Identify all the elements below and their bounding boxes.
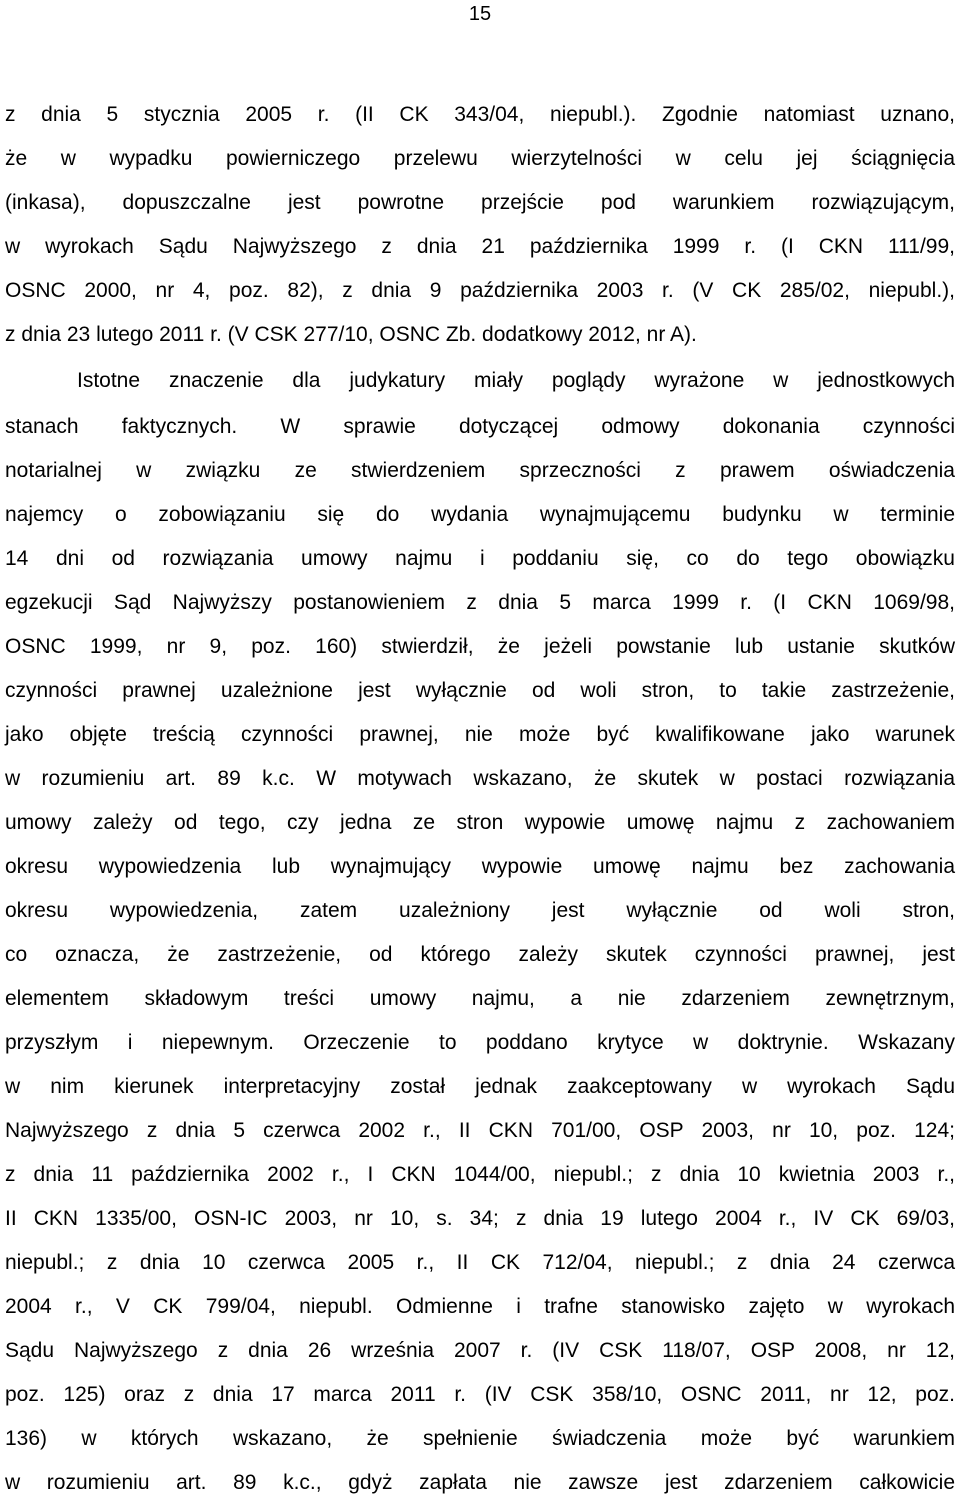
text-line: poz. 125) oraz z dnia 17 marca 2011 r. (IV CSK 358/10, OSNC 2011, nr 12, poz. xyxy=(5,1383,955,1406)
text-line: z dnia 23 lutego 2011 r. (V CSK 277/10, OSNC Zb. dodatkowy 2012, nr A). xyxy=(5,323,697,346)
paragraph-first-line: Istotne znaczenie dla judykatury miały poglądy wyrażone w jednostkowych xyxy=(77,369,955,392)
text-line: czynności prawnej uzależnione jest wyłącznie od woli stron, to takie zastrzeżenie, xyxy=(5,679,955,702)
text-line: egzekucji Sąd Najwyższy postanowieniem z dnia 5 marca 1999 r. (I CKN 1069/98, xyxy=(5,591,955,614)
text-line: OSNC 2000, nr 4, poz. 82), z dnia 9 października 2003 r. (V CK 285/02, niepubl.), xyxy=(5,279,955,302)
text-line: Najwyższego z dnia 5 czerwca 2002 r., II CKN 701/00, OSP 2003, nr 10, poz. 124; xyxy=(5,1119,955,1142)
text-line: w nim kierunek interpretacyjny został jednak zaakceptowany w wyrokach Sądu xyxy=(5,1075,955,1098)
text-line: elementem składowym treści umowy najmu, a nie zdarzeniem zewnętrznym, xyxy=(5,987,955,1010)
text-line: z dnia 5 stycznia 2005 r. (II CK 343/04, niepubl.). Zgodnie natomiast uznano, xyxy=(5,103,955,126)
text-line: notarialnej w związku ze stwierdzeniem sprzeczności z prawem oświadczenia xyxy=(5,459,955,482)
text-line: II CKN 1335/00, OSN-IC 2003, nr 10, s. 34; z dnia 19 lutego 2004 r., IV CK 69/03, xyxy=(5,1207,955,1230)
text-line: najemcy o zobowiązaniu się do wydania wynajmującemu budynku w terminie xyxy=(5,503,955,526)
text-line: Sądu Najwyższego z dnia 26 września 2007 r. (IV CSK 118/07, OSP 2008, nr 12, xyxy=(5,1339,955,1362)
text-line: 136) w których wskazano, że spełnienie świadczenia może być warunkiem xyxy=(5,1427,955,1450)
text-line: jako objęte treścią czynności prawnej, nie może być kwalifikowane jako warunek xyxy=(5,723,955,746)
text-line: stanach faktycznych. W sprawie dotyczącej odmowy dokonania czynności xyxy=(5,415,955,438)
text-line: przyszłym i niepewnym. Orzeczenie to poddano krytyce w doktrynie. Wskazany xyxy=(5,1031,955,1054)
text-line: (inkasa), dopuszczalne jest powrotne przejście pod warunkiem rozwiązującym, xyxy=(5,191,955,214)
text-line: OSNC 1999, nr 9, poz. 160) stwierdził, że jeżeli powstanie lub ustanie skutków xyxy=(5,635,955,658)
page-number: 15 xyxy=(468,3,492,25)
text-line: 14 dni od rozwiązania umowy najmu i poddaniu się, co do tego obowiązku xyxy=(5,547,955,570)
text-line: z dnia 11 października 2002 r., I CKN 1044/00, niepubl.; z dnia 10 kwietnia 2003 r., xyxy=(5,1163,955,1186)
text-line: co oznacza, że zastrzeżenie, od którego zależy skutek czynności prawnej, jest xyxy=(5,943,955,966)
text-line: w rozumieniu art. 89 k.c., gdyż zapłata nie zawsze jest zdarzeniem całkowicie xyxy=(5,1471,955,1494)
text-line: niepubl.; z dnia 10 czerwca 2005 r., II CK 712/04, niepubl.; z dnia 24 czerwca xyxy=(5,1251,955,1274)
text-line: okresu wypowiedzenia, zatem uzależniony jest wyłącznie od woli stron, xyxy=(5,899,955,922)
text-line: 2004 r., V CK 799/04, niepubl. Odmienne i trafne stanowisko zajęto w wyrokach xyxy=(5,1295,955,1318)
text-line: w wyrokach Sądu Najwyższego z dnia 21 października 1999 r. (I CKN 111/99, xyxy=(5,235,955,258)
text-line: okresu wypowiedzenia lub wynajmujący wypowie umowę najmu bez zachowania xyxy=(5,855,955,878)
text-line: w rozumieniu art. 89 k.c. W motywach wskazano, że skutek w postaci rozwiązania xyxy=(5,767,955,790)
text-line: umowy zależy od tego, czy jedna ze stron wypowie umowę najmu z zachowaniem xyxy=(5,811,955,834)
text-line: że w wypadku powierniczego przelewu wierzytelności w celu jej ściągnięcia xyxy=(5,147,955,170)
